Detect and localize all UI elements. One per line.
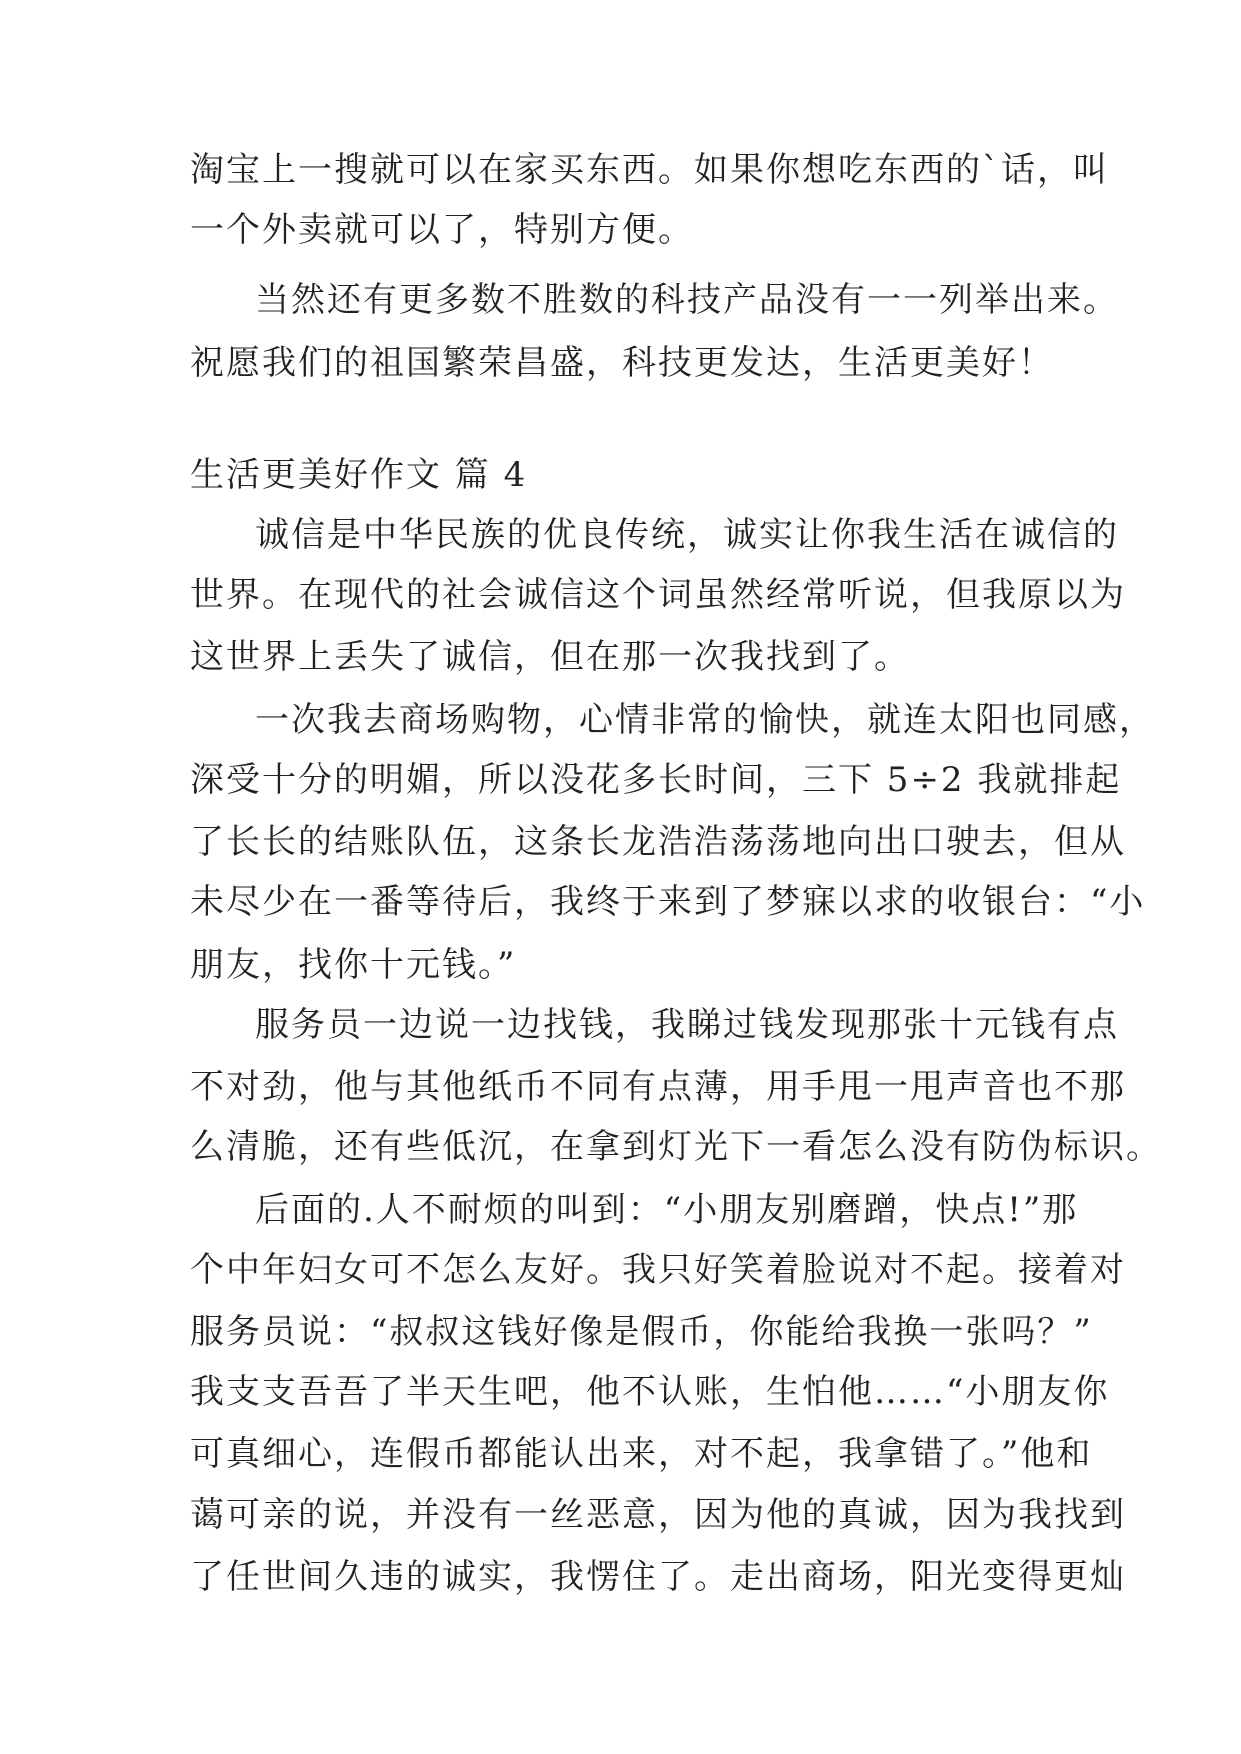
paragraph-line: 深受十分的明媚，所以没花多长时间，三下 5÷2 我就排起 xyxy=(190,760,1122,800)
paragraph-line: 我支支吾吾了半天生吧，他不认账，生怕他……“小朋友你 xyxy=(190,1372,1110,1412)
paragraph-line: 个中年妇女可不怎么友好。我只好笑着脸说对不起。接着对 xyxy=(190,1250,1126,1290)
paragraph-line: 淘宝上一搜就可以在家买东西。如果你想吃东西的`话，叫 xyxy=(190,150,1109,190)
paragraph-line: 不对劲，他与其他纸币不同有点薄，用手甩一甩声音也不那 xyxy=(190,1067,1126,1107)
paragraph-line: 了长长的结账队伍，这条长龙浩浩荡荡地向出口驶去，但从 xyxy=(190,822,1126,862)
paragraph-line: 朋友，找你十元钱。” xyxy=(190,945,517,985)
paragraph-line: 服务员说：“叔叔这钱好像是假币，你能给我换一张吗？” xyxy=(190,1312,1093,1352)
paragraph-line: 诚信是中华民族的优良传统，诚实让你我生活在诚信的 xyxy=(255,515,1119,555)
paragraph-line: 世界。在现代的社会诚信这个词虽然经常听说，但我原以为 xyxy=(190,575,1126,615)
paragraph-line: 这世界上丢失了诚信，但在那一次我找到了。 xyxy=(190,637,910,677)
paragraph-line: 后面的.人不耐烦的叫到：“小朋友别磨蹭，快点!”那 xyxy=(255,1190,1079,1230)
paragraph-line: 蔼可亲的说，并没有一丝恶意，因为他的真诚，因为我找到 xyxy=(190,1495,1126,1535)
paragraph-line: 可真细心，连假币都能认出来，对不起，我拿错了。”他和 xyxy=(190,1434,1093,1474)
paragraph-line: 服务员一边说一边找钱，我睇过钱发现那张十元钱有点 xyxy=(255,1005,1119,1045)
paragraph-line: 一次我去商场购物，心情非常的愉快，就连太阳也同感， xyxy=(255,700,1155,740)
section-heading: 生活更美好作文 篇 4 xyxy=(190,455,528,495)
paragraph-line: 祝愿我们的祖国繁荣昌盛，科技更发达，生活更美好！ xyxy=(190,343,1054,383)
paragraph-line: 当然还有更多数不胜数的科技产品没有一一列举出来。 xyxy=(255,280,1119,320)
paragraph-line: 了任世间久违的诚实，我愣住了。走出商场，阳光变得更灿 xyxy=(190,1557,1126,1597)
paragraph-line: 一个外卖就可以了，特别方便。 xyxy=(190,210,694,250)
paragraph-line: 么清脆，还有些低沉，在拿到灯光下一看怎么没有防伪标识。 xyxy=(190,1127,1162,1167)
paragraph-line: 未尽少在一番等待后，我终于来到了梦寐以求的收银台：“小 xyxy=(190,882,1146,922)
